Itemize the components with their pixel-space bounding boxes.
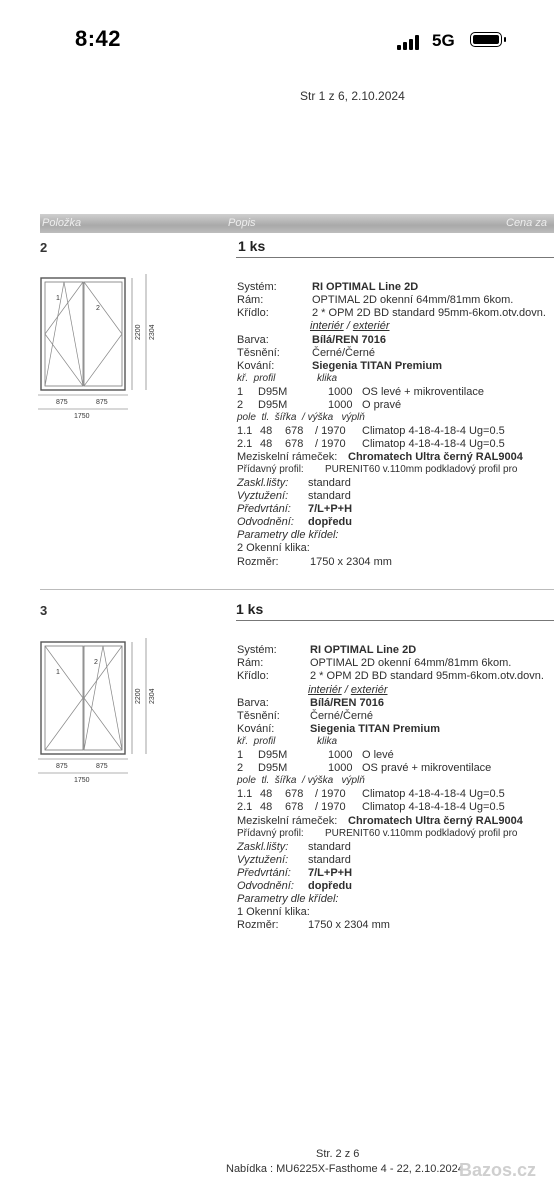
divider <box>236 257 554 258</box>
glass-pole: 1.1 <box>237 788 253 800</box>
kovani-label: Kování: <box>237 723 275 735</box>
glass-sirka: 678 <box>285 801 304 813</box>
glass-vypln: Climatop 4-18-4-18-4 Ug=0.5 <box>362 425 505 437</box>
kridlo-value: 2 * OPM 2D BD standard 95mm-6kom.otv.dovn. <box>310 670 544 682</box>
glass-header: pole tl. šířka / výška výplň <box>237 775 365 786</box>
meziskelni-value: Chromatech Ultra černý RAL9004 <box>348 815 523 827</box>
exterier-label: exteriér <box>350 684 388 696</box>
pridavny-label: Přídavný profil: <box>237 464 304 475</box>
profile-klika: 1000 <box>328 762 353 774</box>
odvodneni-value: dopředu <box>308 880 352 892</box>
barva-label: Barva: <box>237 697 269 709</box>
ram-label: Rám: <box>237 294 264 306</box>
network-type: 5G <box>432 31 455 50</box>
profile-code: D95M <box>258 386 288 398</box>
zaskl-value: standard <box>308 477 351 489</box>
profile-klika: 1000 <box>328 386 353 398</box>
profile-header: kř. profil klika <box>237 373 338 384</box>
kovani-value: Siegenia TITAN Premium <box>312 360 442 372</box>
interier-label: interiér <box>308 684 342 696</box>
ram-value: OPTIMAL 2D okenní 64mm/81mm 6kom. <box>310 657 512 669</box>
tesneni-label: Těsnění: <box>237 710 280 722</box>
dim-width-total: 1750 <box>74 777 90 784</box>
sash-label-left: 1 <box>56 669 60 676</box>
system-label: Systém: <box>237 644 277 656</box>
side-legend <box>308 684 388 696</box>
pridavny-value: PURENIT60 v.110mm podkladový profil pro <box>325 828 518 839</box>
kridlo-label: Křídlo: <box>237 670 269 682</box>
glass-pole: 2.1 <box>237 801 253 813</box>
glass-sirka: 678 <box>285 425 304 437</box>
parametry-label: Parametry dle křídel: <box>237 893 339 905</box>
meziskelni-label: Meziskelní rámeček: <box>237 815 338 827</box>
sash-label-right: 2 <box>96 305 100 312</box>
glass-tl: 48 <box>260 801 273 813</box>
meziskelni-label: Meziskelní rámeček: <box>237 451 338 463</box>
predvrtani-value: 7/L+P+H <box>308 503 353 515</box>
glass-vyska: / 1970 <box>315 801 346 813</box>
tesneni-value: Černé/Černé <box>312 347 375 359</box>
profile-code: D95M <box>258 399 288 411</box>
barva-label: Barva: <box>237 334 269 346</box>
item-qty: 1 ks <box>238 238 266 254</box>
dim-height-2: 2304 <box>149 688 156 704</box>
zaskl-value: standard <box>308 841 351 853</box>
profile-klika: 1000 <box>328 749 353 761</box>
rozmer-value: 1750 x 2304 mm <box>308 919 390 931</box>
ram-value: OPTIMAL 2D okenní 64mm/81mm 6kom. <box>312 294 514 306</box>
barva-value: Bílá/REN 7016 <box>310 697 384 709</box>
watermark-logo: Bazos.cz <box>458 1160 536 1180</box>
dim-width-left: 875 <box>56 763 68 770</box>
kovani-value: Siegenia TITAN Premium <box>310 723 440 735</box>
glass-header: pole tl. šířka / výška výplň <box>237 412 365 423</box>
odvodneni-value: dopředu <box>308 516 352 528</box>
side-legend <box>310 320 390 332</box>
profile-desc: O pravé <box>362 399 402 411</box>
pridavny-value: PURENIT60 v.110mm podkladový profil pro <box>325 464 518 475</box>
profile-header: kř. profil klika <box>237 736 338 747</box>
exterier-label: exteriér <box>352 320 390 332</box>
interier-label: interiér <box>310 320 344 332</box>
sash-label-right: 2 <box>94 659 98 666</box>
odvodneni-label: Odvodnění: <box>237 516 294 528</box>
profile-kr: 1 <box>237 386 244 398</box>
glass-sirka: 678 <box>285 788 304 800</box>
vyztuzeni-value: standard <box>308 854 351 866</box>
system-label: Systém: <box>237 281 277 293</box>
profile-klika: 1000 <box>328 399 353 411</box>
predvrtani-label: Předvrtání: <box>237 503 291 515</box>
ram-label: Rám: <box>237 657 264 669</box>
vyztuzeni-label: Vyztužení: <box>237 490 289 502</box>
tesneni-label: Těsnění: <box>237 347 280 359</box>
system-value: RI OPTIMAL Line 2D <box>310 644 417 656</box>
page-header: Str 1 z 6, 2.10.2024 <box>300 89 405 103</box>
dim-width-right: 875 <box>96 399 108 406</box>
profile-kr: 2 <box>237 399 244 411</box>
header-col-price: Cena za <box>506 217 547 229</box>
dim-height-1: 2200 <box>135 688 142 704</box>
glass-vyska: / 1970 <box>315 438 346 450</box>
divider <box>40 589 554 590</box>
header-col-desc: Popis <box>228 217 256 229</box>
rozmer-value: 1750 x 2304 mm <box>310 556 392 568</box>
signal-icon <box>397 34 423 50</box>
glass-tl: 48 <box>260 425 273 437</box>
status-time: 8:42 <box>75 26 122 51</box>
glass-pole: 1.1 <box>237 425 253 437</box>
klika-line: 1 Okenní klika: <box>237 906 310 918</box>
dim-width-left: 875 <box>56 399 68 406</box>
item-number: 3 <box>40 603 48 618</box>
dim-height-2: 2304 <box>149 324 156 340</box>
pridavny-label: Přídavný profil: <box>237 828 304 839</box>
sash-label-left: 1 <box>56 295 60 302</box>
kridlo-value: 2 * OPM 2D BD standard 95mm-6kom.otv.dovn. <box>312 307 546 319</box>
klika-line: 2 Okenní klika: <box>237 542 310 554</box>
divider <box>236 620 554 621</box>
odvodneni-label: Odvodnění: <box>237 880 294 892</box>
profile-code: D95M <box>258 762 288 774</box>
glass-tl: 48 <box>260 788 273 800</box>
window-drawing <box>36 636 166 796</box>
glass-tl: 48 <box>260 438 273 450</box>
window-drawing <box>36 272 166 432</box>
dim-width-total: 1750 <box>74 413 90 420</box>
system-value: RI OPTIMAL Line 2D <box>312 281 419 293</box>
table-header <box>40 214 554 233</box>
zaskl-label: Zaskl.lišty: <box>237 477 289 489</box>
dim-width-right: 875 <box>96 763 108 770</box>
profile-kr: 2 <box>237 762 244 774</box>
profile-desc: O levé <box>362 749 394 761</box>
battery-icon <box>470 32 502 47</box>
dim-height-1: 2200 <box>135 324 142 340</box>
glass-sirka: 678 <box>285 438 304 450</box>
rozmer-label: Rozměr: <box>237 556 279 568</box>
footer-page: Str. 2 z 6 <box>316 1148 360 1160</box>
glass-vypln: Climatop 4-18-4-18-4 Ug=0.5 <box>362 438 505 450</box>
barva-value: Bílá/REN 7016 <box>312 334 386 346</box>
profile-desc: OS pravé + mikroventilace <box>362 762 492 774</box>
kridlo-label: Křídlo: <box>237 307 269 319</box>
meziskelni-value: Chromatech Ultra černý RAL9004 <box>348 451 523 463</box>
side-separator: / <box>344 684 348 696</box>
parametry-label: Parametry dle křídel: <box>237 529 339 541</box>
glass-vyska: / 1970 <box>315 425 346 437</box>
item-qty: 1 ks <box>236 601 264 617</box>
predvrtani-label: Předvrtání: <box>237 867 291 879</box>
item-number: 2 <box>40 240 48 255</box>
vyztuzeni-value: standard <box>308 490 351 502</box>
vyztuzeni-label: Vyztužení: <box>237 854 289 866</box>
glass-pole: 2.1 <box>237 438 253 450</box>
profile-kr: 1 <box>237 749 244 761</box>
zaskl-label: Zaskl.lišty: <box>237 841 289 853</box>
glass-vypln: Climatop 4-18-4-18-4 Ug=0.5 <box>362 788 505 800</box>
footer-offer: Nabídka : MU6225X-Fasthome 4 - 22, 2.10.2024 <box>226 1163 464 1175</box>
glass-vypln: Climatop 4-18-4-18-4 Ug=0.5 <box>362 801 505 813</box>
profile-code: D95M <box>258 749 288 761</box>
header-col-item: Položka <box>42 217 82 229</box>
kovani-label: Kování: <box>237 360 275 372</box>
profile-desc: OS levé + mikroventilace <box>362 386 484 398</box>
side-separator: / <box>346 320 350 332</box>
glass-vyska: / 1970 <box>315 788 346 800</box>
predvrtani-value: 7/L+P+H <box>308 867 353 879</box>
tesneni-value: Černé/Černé <box>310 710 373 722</box>
rozmer-label: Rozměr: <box>237 919 279 931</box>
